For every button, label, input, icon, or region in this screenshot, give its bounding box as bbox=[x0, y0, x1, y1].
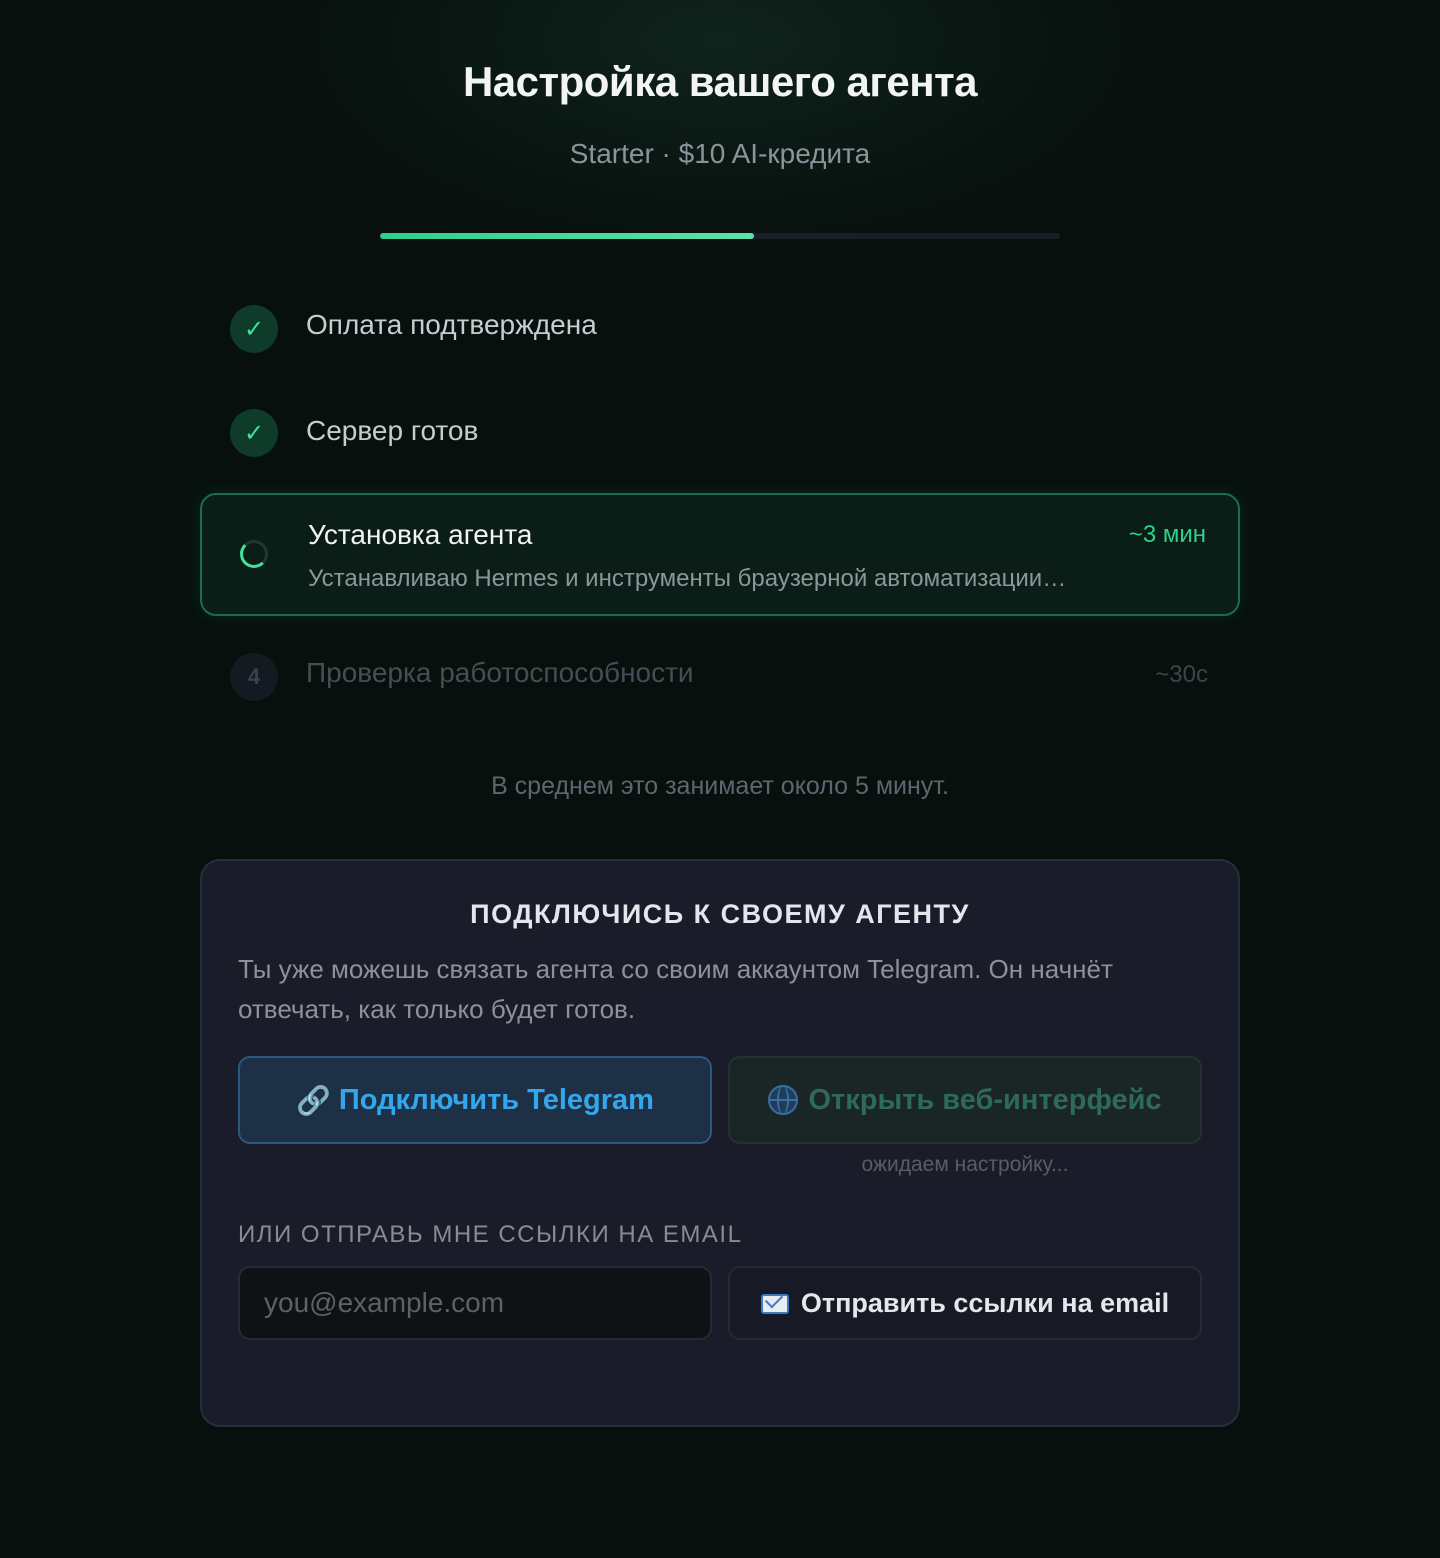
connect-agent-card bbox=[200, 859, 1240, 1427]
setup-progress-bar bbox=[380, 233, 1060, 239]
loading-spinner-icon bbox=[240, 540, 268, 568]
step-time-estimate: ~30с bbox=[1155, 661, 1208, 688]
web-ui-waiting-note: ожидаем настройку... bbox=[861, 1153, 1069, 1176]
globe-icon bbox=[768, 1085, 798, 1115]
link-icon: 🔗 bbox=[296, 1084, 331, 1116]
email-input[interactable] bbox=[238, 1266, 712, 1340]
connect-telegram-button[interactable] bbox=[238, 1056, 712, 1144]
setup-progress-fill bbox=[380, 233, 754, 239]
step-label: Проверка работоспособности bbox=[306, 657, 694, 688]
open-web-ui-label: Открыть веб-интерфейс bbox=[808, 1083, 1162, 1116]
step-server-ready bbox=[200, 409, 1240, 457]
average-time-note: В среднем это занимает около 5 минут. bbox=[491, 772, 949, 800]
check-icon: ✓ bbox=[230, 409, 278, 457]
step-health-check bbox=[200, 653, 1240, 701]
step-label: Установка агента bbox=[308, 519, 533, 550]
plan-subtitle: Starter · $10 AI-кредита bbox=[569, 138, 871, 169]
connect-card-title: ПОДКЛЮЧИСЬ К СВОЕМУ АГЕНТУ bbox=[470, 899, 970, 929]
step-label: Оплата подтверждена bbox=[306, 309, 597, 340]
page-title: Настройка вашего агента bbox=[462, 58, 978, 105]
step-label: Сервер готов bbox=[306, 415, 479, 446]
connect-telegram-label: Подключить Telegram bbox=[338, 1083, 654, 1116]
envelope-icon bbox=[761, 1294, 789, 1314]
email-section-label: ИЛИ ОТПРАВЬ МНЕ ССЫЛКИ НА EMAIL bbox=[238, 1221, 743, 1248]
step-payment-confirmed bbox=[200, 305, 1240, 353]
step-detail: Устанавливаю Hermes и инструменты браузерной автоматизации… bbox=[308, 565, 1067, 592]
step-time-estimate: ~3 мин bbox=[1128, 521, 1206, 548]
check-icon: ✓ bbox=[230, 305, 278, 353]
send-email-links-button[interactable] bbox=[728, 1266, 1202, 1340]
connect-card-description: Ты уже можешь связать агента со своим аккаунтом Telegram. Он начнёт отвечать, как только будет готов. bbox=[238, 954, 1113, 1024]
step-number-badge: 4 bbox=[230, 653, 278, 701]
send-email-links-label: Отправить ссылки на email bbox=[800, 1287, 1170, 1318]
step-agent-install bbox=[200, 493, 1240, 616]
open-web-ui-button[interactable] bbox=[728, 1056, 1202, 1144]
